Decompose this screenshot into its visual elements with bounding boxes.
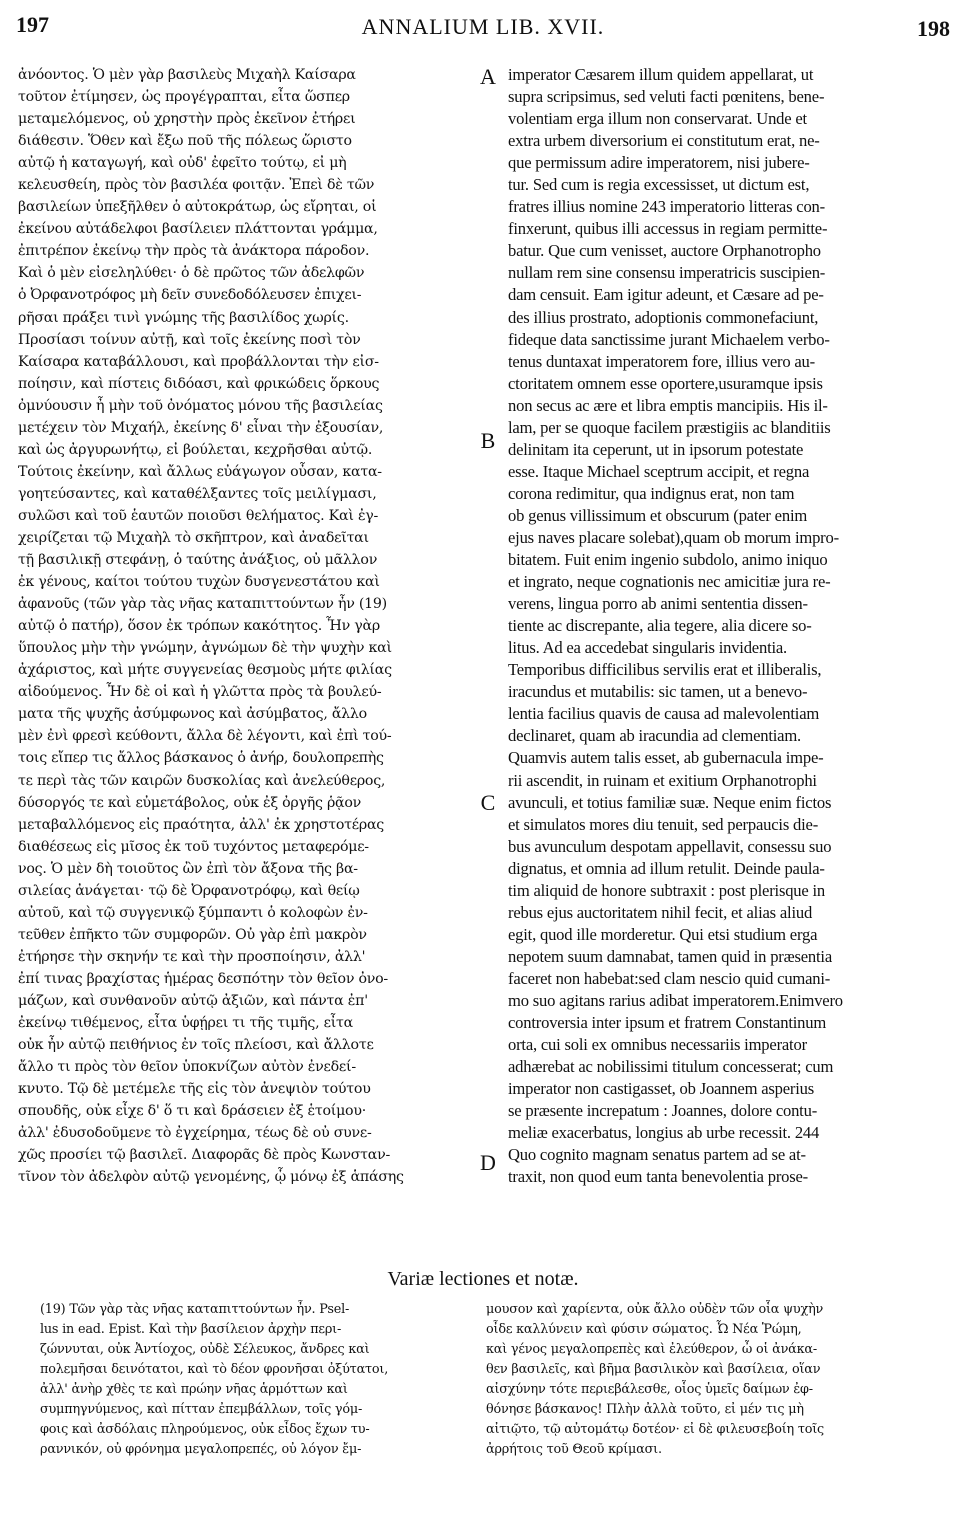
greek-text-line: οὐκ ἦν αὐτῷ πειθήνιος ἐν τοῖς πλείοσι, καὶ ἄλλοτε xyxy=(18,1037,374,1054)
latin-text-line: mo suo agitans rarius adibat imperatorem.Enimvero xyxy=(508,990,843,1010)
greek-text-line: ὁ Ὀρφανοτρόφος μὴ δεῖν συνεδοδόλευσεν ἐπιχει- xyxy=(18,287,362,304)
note-line: ἀρρήτοις τοῦ Θεοῦ κρίμασι. xyxy=(486,1442,662,1457)
greek-text-line: νος. Ὁ μὲν δὴ τοιοῦτος ὢν ἐπὶ τὸν ἄξονα τῆς βα- xyxy=(18,860,358,877)
latin-text-line: dignatus, et omnia ad illum retulit. Deinde paula- xyxy=(508,858,825,878)
greek-text-line: ἄλλο τι πρὸς τὸν θεῖον ὑποκνίζων αὐτὸν ἐνεδεί- xyxy=(18,1059,356,1076)
notes-title: Variæ lectiones et notæ. xyxy=(387,1268,579,1290)
latin-text-line: finxerunt, quibus illi accessus in regiam permitte- xyxy=(508,219,828,239)
latin-text-line: lentia facilius quavis de causa ad malevolentiam xyxy=(508,704,820,724)
greek-text-line: ἐκείνου αὐτάδελφοι βασίλειεν πλάττονται γράμμα, xyxy=(18,221,378,238)
greek-text-line: ὕπουλος μὴν τὴν γνώμην, ἀγνώμων δὲ τὴν ψυχὴν καὶ xyxy=(18,640,392,657)
page-number-right: 198 xyxy=(917,16,950,41)
latin-text-line: non secus ac ære et libra emptis mancipiis. His il- xyxy=(508,395,828,415)
latin-text-line: faceret non habebat:sed clam nescio quid cumani- xyxy=(508,968,831,988)
greek-text-line: καὶ ὡς ἀργυρωνήτῳ, εἰ βούλεται, κεχρῆσθαι αὐτῷ. xyxy=(18,441,373,458)
note-line: καὶ γένος μεγαλοπρεπὲς καὶ ἐλεύθερον, ὦ οἱ ἀνάκα- xyxy=(486,1342,817,1357)
greek-text-line: ἀνόοντος. Ὁ μὲν γὰρ βασιλεὺς Μιχαὴλ Καίσαρα xyxy=(18,67,356,83)
latin-text-line: esse. Itaque Michael sceptrum accipit, et regna xyxy=(508,461,810,481)
note-line: φοις καὶ ἀσδόλαις πληρούμενος, οὐκ εἶδος ἔχων τυ- xyxy=(40,1422,370,1437)
latin-text-line: fideque data sanctissime jurant Michaelem verbo- xyxy=(508,329,830,349)
greek-text-line: τοῦτον ἐτίμησεν, ὡς προγέγραπται, εἶτα ὥσπερ xyxy=(18,89,350,106)
latin-text-line: Quo cognito magnam senatus partem ad se at- xyxy=(508,1145,806,1165)
latin-text-line: volentiam erga illum non conservarat. Unde et xyxy=(508,109,807,129)
greek-text-line: ἀφανοῦς (τῶν γὰρ τὰς νῆας καταπιττούντων ἦν (19) xyxy=(18,596,387,613)
greek-text-line: μάζων, καὶ συνθανοῦν αὐτῷ ἀξιῶν, καὶ πάντα ἐπ' xyxy=(18,992,368,1009)
notes-right-column xyxy=(486,1300,926,1460)
greek-text-line: τῖνον τὸν ἀδελφὸν αὐτῷ γενομένης, ᾧ μόνῳ ἐξ ἁπάσης xyxy=(18,1169,404,1186)
greek-text-line: σπουδῆς, οὐκ εἶχε δ' ὅ τι καὶ δράσειεν ἐξ ἑτοίμου· xyxy=(18,1103,366,1120)
latin-text-line: nepotem suum damnabat, tamen quid in præsentia xyxy=(508,946,832,966)
latin-text-line: iracundus et mutabilis: sic tamen, ut a benevo- xyxy=(508,682,808,702)
greek-text-column xyxy=(18,64,476,1188)
greek-text-line: μετέχειν τὸν Μιχαήλ, ἐκείνης δ' εἶναι τὴν ἐξουσίαν, xyxy=(18,419,384,436)
latin-text-line: ejus naves placare solebat),quam ob morum impro- xyxy=(508,527,839,547)
latin-text-line: et ingrato, neque cognationis nec amicitiæ jura re- xyxy=(508,572,831,592)
greek-text-line: κελευσθείη, πρὸς τὸν βασιλέα φοιτᾷν. Ἐπεὶ δὲ τῶν xyxy=(18,177,375,194)
note-line: ραννικόν, οὐ φρόνημα μεγαλοπρεπές, οὐ λόγον ἔμ- xyxy=(40,1442,362,1457)
latin-text-line: tenus duntaxat imperatorem fore, illius vero au- xyxy=(508,351,815,371)
latin-text-line: Quamvis autem talis esset, ab gubernacula impe- xyxy=(508,748,824,768)
section-marker-a: A xyxy=(480,64,496,89)
latin-text-line: orta, cui soli ex omnibus necessariis imperator xyxy=(508,1035,807,1055)
greek-text-line: μεταμελόμενος, οὐ χρηστὴν πρὸς ἐκεῖνον ἐτήρει xyxy=(18,111,356,128)
latin-text-line: ctoritatem omnem esse oportere,usuramque ipsis xyxy=(508,373,823,393)
section-marker-d: D xyxy=(480,1150,496,1175)
latin-text-line: controversia inter ipsum et fratrem Constantinum xyxy=(508,1013,827,1033)
latin-text-line: se præsente increpatum : Joannes, dolore contu- xyxy=(508,1101,818,1121)
greek-text-line: Τούτοις ἐκείνην, καὶ ἄλλως εὐάγωγον οὖσαν, κατα- xyxy=(18,463,382,480)
latin-text-line: dam censuit. Eam igitur adeunt, et Cæsare ad pe- xyxy=(508,285,824,305)
greek-text-line: Καὶ ὁ μὲν εἰσεληλύθει· ὁ δὲ πρῶτος τῶν ἀδελφῶν xyxy=(18,265,365,282)
latin-text-line: tim aliquid de honore subtraxit : post plerisque in xyxy=(508,880,826,900)
latin-text-line: delinitam ita ceperunt, ut in ipsorum potestate xyxy=(508,439,804,459)
greek-text-line: ρῆσαι πράξει τινὶ γνώμης τῆς βασιλίδος χωρίς. xyxy=(18,309,349,326)
latin-text-line: adhærebat ac nobilissimi titulum concesserat; cum xyxy=(508,1057,834,1077)
note-line: μουσον καὶ χαρίεντα, οὐκ ἄλλο οὐδὲν τῶν οἷα ψυχὴν xyxy=(486,1302,824,1317)
greek-text-line: μεταβαλλόμενος εἰς πραότητα, ἀλλ' ἐκ χρηστοτέρας xyxy=(18,816,384,833)
latin-text-line: litus. Ad ea accedebat singularis invidentia. xyxy=(508,638,788,658)
latin-text-line: egit, quod ille morderetur. Qui etsi studium erga xyxy=(508,924,818,944)
greek-text-line: ἐπιτρέπον ἐκείνῳ τὴν πρὸς τὰ ἀνάκτορα πάροδον. xyxy=(18,243,370,260)
note-line: θόνησε βάσκανος! Πλὴν ἀλλὰ τοῦτο, εἰ μέν τις μὴ xyxy=(486,1402,804,1417)
greek-text-line: τῇ βασιλικῇ στεφάνῃ, ὁ ταύτης ἀνάξιος, οὐ μᾶλλον xyxy=(18,552,378,569)
greek-text-line: αἰδούμενος. Ἦν δὲ οἱ καὶ ἡ γλῶττα πρὸς τὰ βουλεύ- xyxy=(18,684,382,701)
greek-text-line: Καίσαρα καταβάλλουσι, καὶ προβάλλονται τὴν εἰσ- xyxy=(18,353,379,370)
latin-text-line: traxit, non quod eum tanta benevolentia prose- xyxy=(508,1167,808,1187)
latin-text-line: lam, per se quoque facilem præstigiis ac blanditiis xyxy=(508,417,831,437)
latin-text-line: avunculi, et totius familiæ suæ. Neque enim fictos xyxy=(508,792,832,812)
latin-text-line: nullam rem sine consensu imperatricis suscipien- xyxy=(508,263,826,283)
latin-text-line: tiente ac discrepante, alia tegere, alia dicere so- xyxy=(508,616,812,636)
note-line: ἀλλ' ἀνὴρ χθὲς τε καὶ πρώην νῆας ἁρμόττων καὶ xyxy=(40,1382,348,1397)
latin-text-line: rebus ejus auctoritatem nihil fecit, et alias aliud xyxy=(508,902,813,922)
note-line: αἰσχύνην τότε περιεβάλεσθε, οἷος ὑμεῖς δαίμων ἐφ- xyxy=(486,1382,813,1397)
greek-text-line: τε περὶ τὰς τῶν καιρῶν δυσκολίας καὶ ἀνελεύθερος, xyxy=(18,772,386,789)
section-marker-c: C xyxy=(480,790,496,815)
latin-text-line: supra scripsimus, sed veluti facti pœnitens, bene- xyxy=(508,87,825,107)
latin-text-line: ob genus villissimum et obscurum (pater enim xyxy=(508,505,808,525)
greek-text-line: αὐτῷ ὁ πατήρ), ὅσον ἐκ τρόπων κακότητος. Ἦν γὰρ xyxy=(18,618,380,635)
latin-text-line: extra urbem diversorium ei constitutum erat, ne- xyxy=(508,131,820,151)
greek-text-line: αὐτῷ ἡ καταγωγή, καὶ οὐδ' ἐφεῖτο τούτῳ, εἰ μὴ xyxy=(18,155,347,172)
latin-text-line: verens, lingua porro ab animi sententia dissen- xyxy=(508,594,808,614)
latin-text-line: bus avunculum despotam appellavit, consessu suo xyxy=(508,836,832,856)
latin-text-line: des illius prostrato, adoptionis commonefaciunt, xyxy=(508,307,819,327)
greek-text-line: ἐπί τινας βραχίστας ἡμέρας δεσπότην τὸν θεῖον ὀνο- xyxy=(18,970,388,987)
greek-text-line: χῶς προσίει τῷ βασιλεῖ. Διαφορᾶς δὲ πρὸς Κωνσταν- xyxy=(18,1147,391,1164)
latin-text-line: Temporibus difficilibus servilis erat et illiberalis, xyxy=(508,660,822,680)
greek-text-line: ἐκείνῳ τιθέμενος, εἶτα ὑφῄρει τι τῆς τιμῆς, εἶτα xyxy=(18,1015,353,1032)
latin-text-line: imperator Cæsarem illum quidem appellarat, ut xyxy=(508,65,814,84)
greek-text-line: ματα τῆς ψυχῆς ἀσύμφωνος καὶ ἀσύμβατος, ἄλλο xyxy=(18,706,367,723)
running-title: ANNALIUM LIB. XVII. xyxy=(361,14,605,39)
section-marker-b: B xyxy=(480,428,496,453)
latin-text-line: batur. Que cum venisset, auctore Orphanotropho xyxy=(508,241,821,261)
greek-text-line: κνυτο. Τῷ δὲ μετέμελε τῆς εἰς τὸν ἀνεψιὸν τούτου xyxy=(18,1081,371,1098)
greek-text-line: συλῶσι καὶ τοῦ ἑαυτῶν ποιοῦσι θελήματος. Καὶ ἐγ- xyxy=(18,507,379,524)
greek-text-line: δύσοργός τε καὶ εὐμετάβολος, οὐκ ἐξ ὀργῆς ῥᾷον xyxy=(18,794,362,811)
latin-text-column xyxy=(508,64,948,1188)
latin-text-line: imperator non castigasset, ob Joannem asperius xyxy=(508,1079,815,1099)
note-line: lus in ead. Epist. Καὶ τὴν βασίλειον ἀρχὴν περι- xyxy=(40,1322,342,1337)
latin-text-line: declinaret, quam ab iracundia ad clementiam. xyxy=(508,726,801,746)
greek-text-line: διαθέσεως εἰς μῖσος ἐκ τοῦ τυχόντος μεταφερόμε- xyxy=(18,838,369,855)
greek-text-line: ἀχάριστος, καὶ μήτε συγγενείας θεσμοὺς μήτε φιλίας xyxy=(18,662,392,679)
note-line: πολεμῆσαι δεινότατοι, καὶ τὸ δέον φρονῆσαι ὀξύτατοι, xyxy=(40,1362,389,1377)
greek-text-line: χειρίζεται τῷ Μιχαὴλ τὸ σκῆπτρον, καὶ ἀναδεῖται xyxy=(18,529,369,546)
note-line: αἰτιῷτο, τῷ αὐτομάτῳ δοτέον· εἰ δὲ φιλευσεβοίη τοῖς xyxy=(486,1422,825,1437)
greek-text-line: ἀλλ' ἐδυσοδοῦμενε τὸ ἐγχείρημα, τέως δὲ οὐ συνε- xyxy=(18,1125,372,1142)
latin-text-line: que permissum adire imperatorem, nisi jubere- xyxy=(508,153,810,173)
note-line: (19) Τῶν γὰρ τὰς νῆας καταπιττούντων ἦν. Psel- xyxy=(40,1302,350,1317)
note-line: ζώννυται, οὐκ Ἀντίοχος, οὐδὲ Σέλευκος, ἄνδρες καὶ xyxy=(40,1342,370,1357)
note-line: οἶδε καλλύνειν καὶ φύσιν σώματος. Ὦ Νέα Ῥώμη, xyxy=(486,1322,802,1337)
greek-text-line: αὐτοῦ, καὶ τῷ συγγενικῷ ξύμπαντι ὁ κολοφὼν ἐν- xyxy=(18,904,368,921)
greek-text-line: βασιλείων ὑπεξῆλθεν ὁ αὐτοκράτωρ, ὡς εἴρηται, οἱ xyxy=(18,199,377,216)
greek-text-line: τοις εἴπερ τις ἄλλος βάσκανος ὁ ἀνήρ, δουλοπρεπὴς xyxy=(18,750,384,767)
greek-text-line: τεῦθεν ἐπῆκτο τῶν συμφορῶν. Οὐ γὰρ ἐπὶ μακρὸν xyxy=(18,926,367,943)
latin-text-line: fratres illius nomine 243 imperatorio litteras con- xyxy=(508,197,825,217)
greek-text-line: ὀμνύουσιν ἦ μὴν τοῦ ὀνόματος μόνου τῆς βασιλείας xyxy=(18,397,383,414)
greek-text-line: διάθεσιν. Ὅθεν καὶ ἔξω ποῦ τῆς πόλεως ὥριστο xyxy=(18,133,352,150)
notes-left-column xyxy=(40,1300,460,1460)
greek-text-line: ποίησιν, καὶ πίστεις διδόασι, καὶ φρικώδεις ὅρκους xyxy=(18,375,380,392)
latin-text-line: et simulatos mores diu tenuit, sed perpaucis die- xyxy=(508,814,819,834)
latin-text-line: meliæ exacerbatus, longius ab urbe recessit. 244 xyxy=(508,1123,820,1143)
running-header xyxy=(16,12,950,44)
note-line: συμπηγνύμενος, καὶ πίτταν ἐπεμβάλλων, τοῖς γόμ- xyxy=(40,1402,363,1417)
greek-text-line: γοητεύσαντες, καὶ καταθέλξαντες τοῖς μειλίγμασι, xyxy=(18,485,377,502)
greek-text-line: σιλείας ἀνάγεται· τῷ δὲ Ὀρφανοτρόφῳ, καὶ θείῳ xyxy=(18,882,360,899)
latin-text-line: bitatem. Fuit enim ingenio subdolo, animo iniquo xyxy=(508,550,828,570)
greek-text-line: ἐτήρησε τὴν σκηνήν τε καὶ τὴν προσποίησιν, ἀλλ' xyxy=(18,948,366,965)
latin-text-line: tur. Sed cum is regia excessisset, ut dictum est, xyxy=(508,175,810,195)
greek-text-line: ἐκ γένους, καίτοι τούτου τυχὼν δυσγενεστάτου καὶ xyxy=(18,574,380,591)
greek-text-line: Προσίασι τοίνυν αὐτῇ, καὶ τοῖς ἐκείνης ποσὶ τὸν xyxy=(18,331,361,348)
note-line: θεν βασιλεῖς, καὶ βῆμα βασιλικὸν καὶ βασίλεια, οἵαν xyxy=(486,1362,821,1377)
latin-text-line: rii ascendit, in ruinam et exitium Orphanotrophi xyxy=(508,770,817,790)
latin-text-line: corona redimitur, qua indignus erat, non tam xyxy=(508,483,795,503)
page-number-left: 197 xyxy=(16,12,49,37)
greek-text-line: μὲν ἐνὶ φρεσὶ κεύθοντι, ἄλλα δὲ λέγοντι, καὶ ἐπὶ τού- xyxy=(18,728,392,745)
